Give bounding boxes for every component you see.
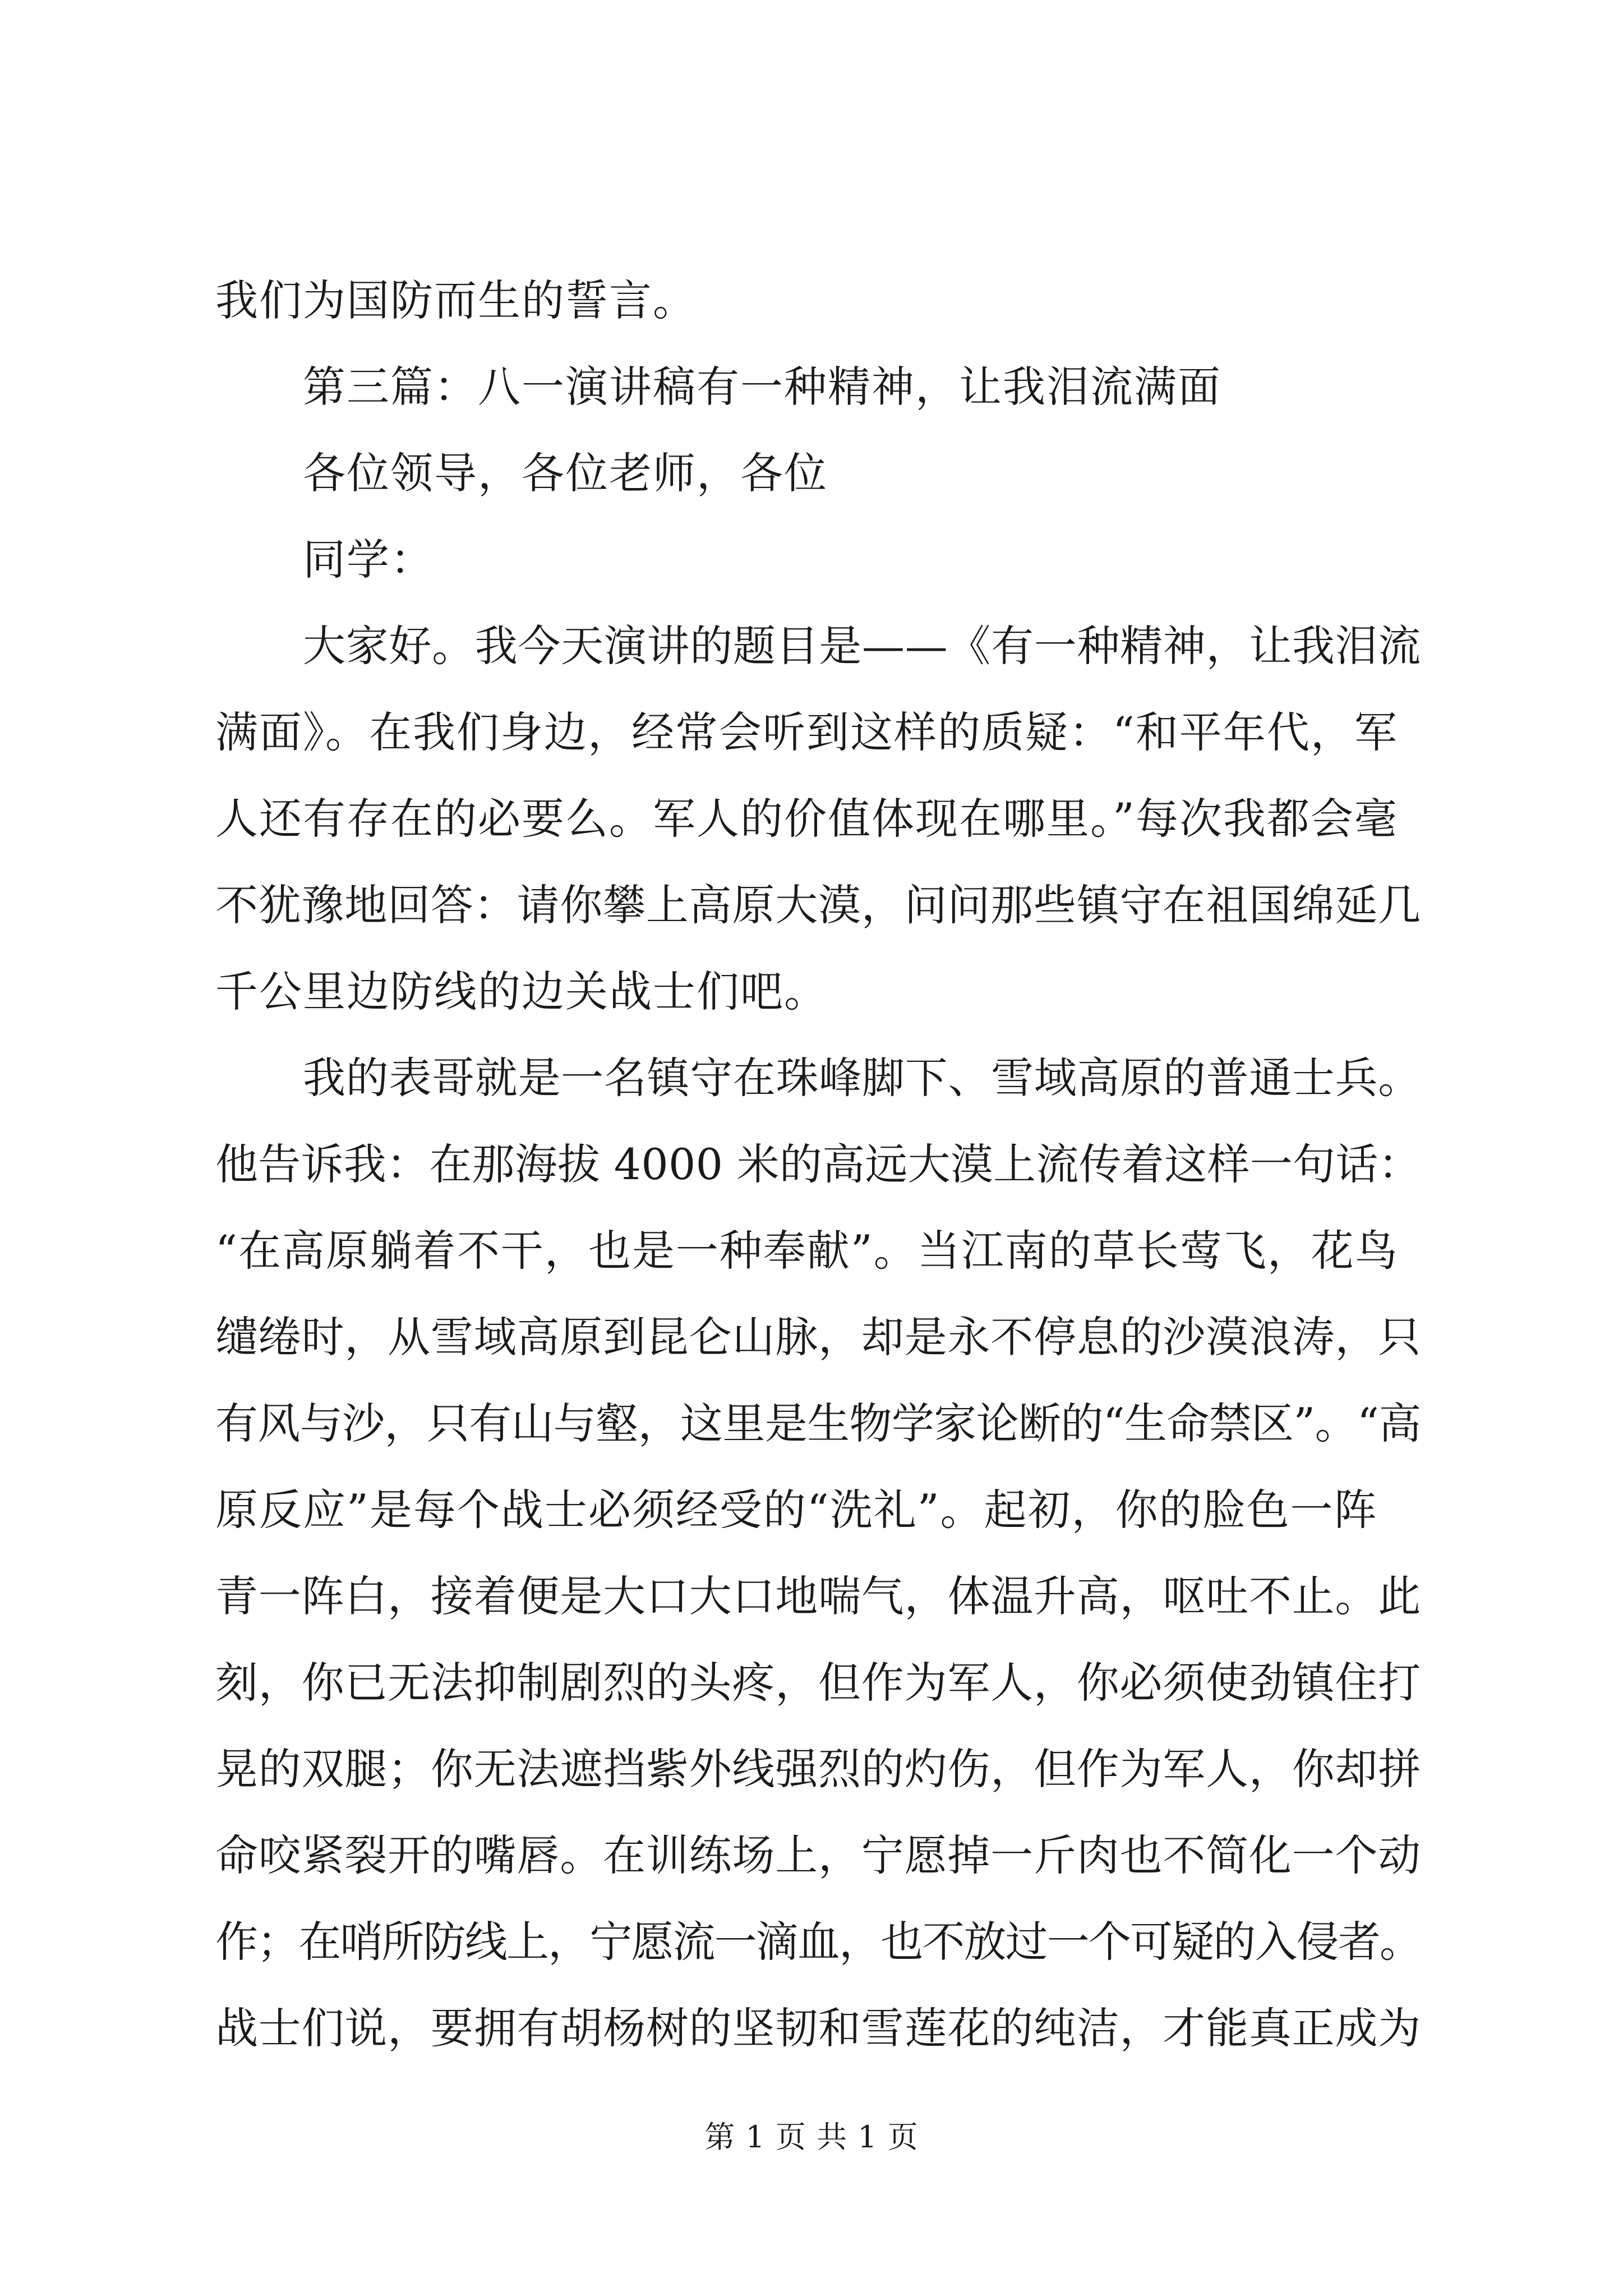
page-number-footer: 第 1 页 共 1 页 (704, 2119, 919, 2155)
text-line: 大家好。我今天演讲的题目是——《有一种精神，让我泪流 (303, 621, 1421, 671)
text-line: 缱绻时，从雪域高原到昆仑山脉，却是永不停息的沙漠浪涛，只 (215, 1312, 1421, 1362)
section-heading: 第三篇：八一演讲稿有一种精神，让我泪流满面 (303, 362, 1221, 412)
text-line: 满面》。在我们身边，经常会听到这样的质疑：“和平年代，军 (215, 707, 1398, 757)
text-line: 不犹豫地回答：请你攀上高原大漠，问问那些镇守在祖国绵延几 (215, 880, 1421, 930)
text-line: 战士们说，要拥有胡杨树的坚韧和雪莲花的纯洁，才能真正成为 (215, 2003, 1421, 2053)
text-line: 千公里边防线的边关战士们吧。 (215, 967, 828, 1016)
text-line: 我的表哥就是一名镇守在珠峰脚下、雪域高原的普通士兵。 (303, 1053, 1421, 1103)
text-line: 他告诉我：在那海拔 4000 米的高远大漠上流传着这样一句话： (215, 1139, 1421, 1189)
text-line: 作；在哨所防线上，宁愿流一滴血，也不放过一个可疑的入侵者。 (215, 1917, 1421, 1967)
text-line: 我们为国防而生的誓言。 (215, 275, 697, 325)
salutation-line: 各位领导，各位老师，各位 (303, 448, 828, 498)
text-line: 原反应”是每个战士必须经受的“洗礼”。起初，你的脸色一阵 (215, 1485, 1378, 1535)
text-line: 晃的双腿；你无法遮挡紫外线强烈的灼伤，但作为军人，你却拼 (215, 1744, 1421, 1794)
text-line: 有风与沙，只有山与壑，这里是生物学家论断的“生命禁区”。“高 (215, 1398, 1421, 1448)
text-line: 刻，你已无法抑制剧烈的头疼，但作为军人，你必须使劲镇住打 (215, 1658, 1421, 1708)
text-line: 青一阵白，接着便是大口大口地喘气，体温升高，呕吐不止。此 (215, 1571, 1421, 1621)
text-line: “在高原躺着不干，也是一种奉献”。当江南的草长莺飞，花鸟 (215, 1226, 1399, 1276)
salutation-line: 同学： (303, 535, 434, 585)
text-line: 人还有存在的必要么。军人的价值体现在哪里。”每次我都会毫 (215, 794, 1398, 844)
text-line: 命咬紧裂开的嘴唇。在训练场上，宁愿掉一斤肉也不简化一个动 (215, 1830, 1421, 1880)
